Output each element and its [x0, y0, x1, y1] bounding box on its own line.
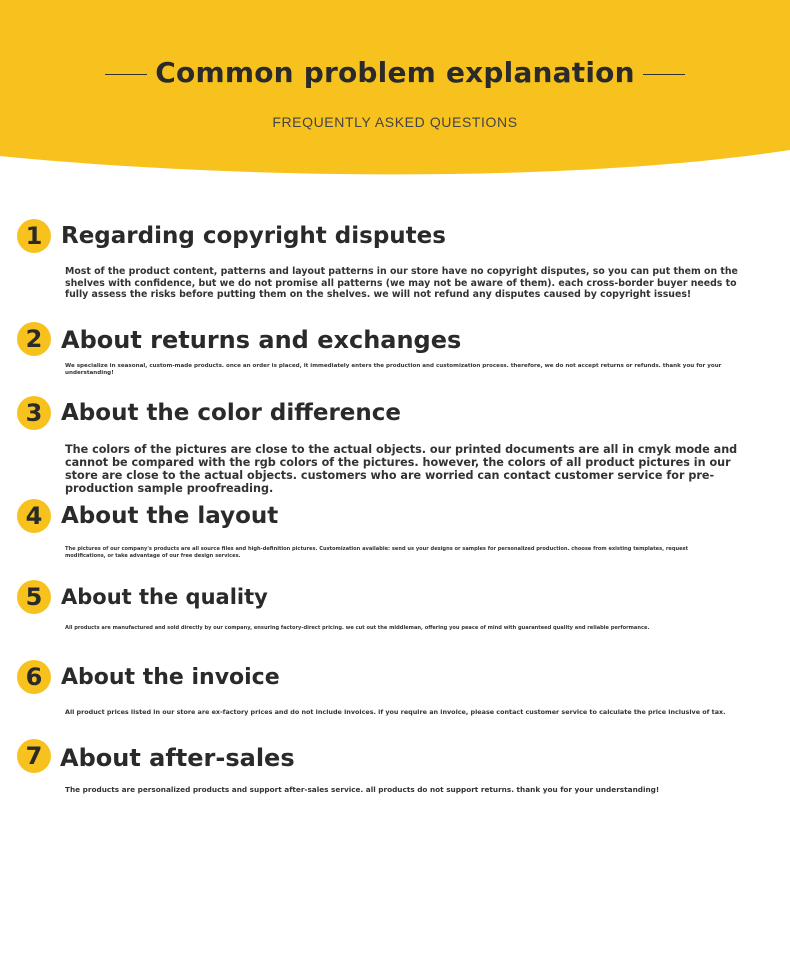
faq-title: About the color difference: [61, 400, 402, 426]
number-badge: 6: [17, 660, 51, 694]
title-rule-right: [643, 74, 685, 76]
title-rule-left: [105, 74, 147, 76]
page-title: Common problem explanation: [155, 56, 635, 89]
header-title-row: [0, 56, 790, 89]
faq-body: The products are personalized products and support after-sales service. all products do not support returns. thank you for your understanding!: [65, 785, 660, 794]
faq-body: All products are manufactured and sold directly by our company, ensuring factory-direct pricing. we cut out the middleman, offering you peace of mind with guaranteed quality and reliable performance.: [65, 625, 650, 631]
number-badge: 4: [17, 499, 51, 533]
faq-body: Most of the product content, patterns and layout patterns in our store have no copyright disputes, so you can put them on the shelves with confidence, but we do not promise all patterns (we may not be aware of them). each cross-border buyer needs to fully assess the risks before putting them on the shelves. we will not refund any disputes caused by copyright issues!: [65, 266, 738, 300]
faq-title: About the invoice: [61, 665, 280, 690]
faq-body: We specialize in seasonal, custom-made products. once an order is placed, it immediately enters the production and customization process. therefore, we do not accept returns or refunds. thank you for your understanding!: [65, 363, 722, 376]
number-badge: 1: [17, 219, 51, 253]
faq-title: About after-sales: [60, 744, 295, 772]
faq-body: The colors of the pictures are close to the actual objects. our printed documents are all in cmyk mode and cannot be compared with the rgb colors of the pictures. however, the colors of all product pictures in our store are close to the actual objects. customers who are worried can contact customer service for pre-production sample proofreading.: [65, 443, 738, 495]
faq-body: The pictures of our company's products are all source files and high-definition pictures. Customization available: send us your designs or samples for personalized production. choose from existing templates, request modifications, or take advantage of our free design services.: [65, 546, 689, 559]
faq-title: Regarding copyright disputes: [61, 223, 446, 249]
number-badge: 7: [17, 739, 51, 773]
faq-title: About the layout: [61, 503, 279, 529]
faq-title: About the quality: [61, 585, 268, 609]
page-subtitle: FREQUENTLY ASKED QUESTIONS: [272, 114, 518, 130]
faq-title: About returns and exchanges: [61, 326, 462, 354]
number-badge: 5: [17, 580, 51, 614]
header-band: [0, 0, 790, 180]
faq-body: All product prices listed in our store are ex-factory prices and do not include invoices. if you require an invoice, please contact customer service to calculate the price inclusive of tax.: [65, 708, 726, 716]
number-badge: 3: [17, 396, 51, 430]
number-badge: 2: [17, 322, 51, 356]
